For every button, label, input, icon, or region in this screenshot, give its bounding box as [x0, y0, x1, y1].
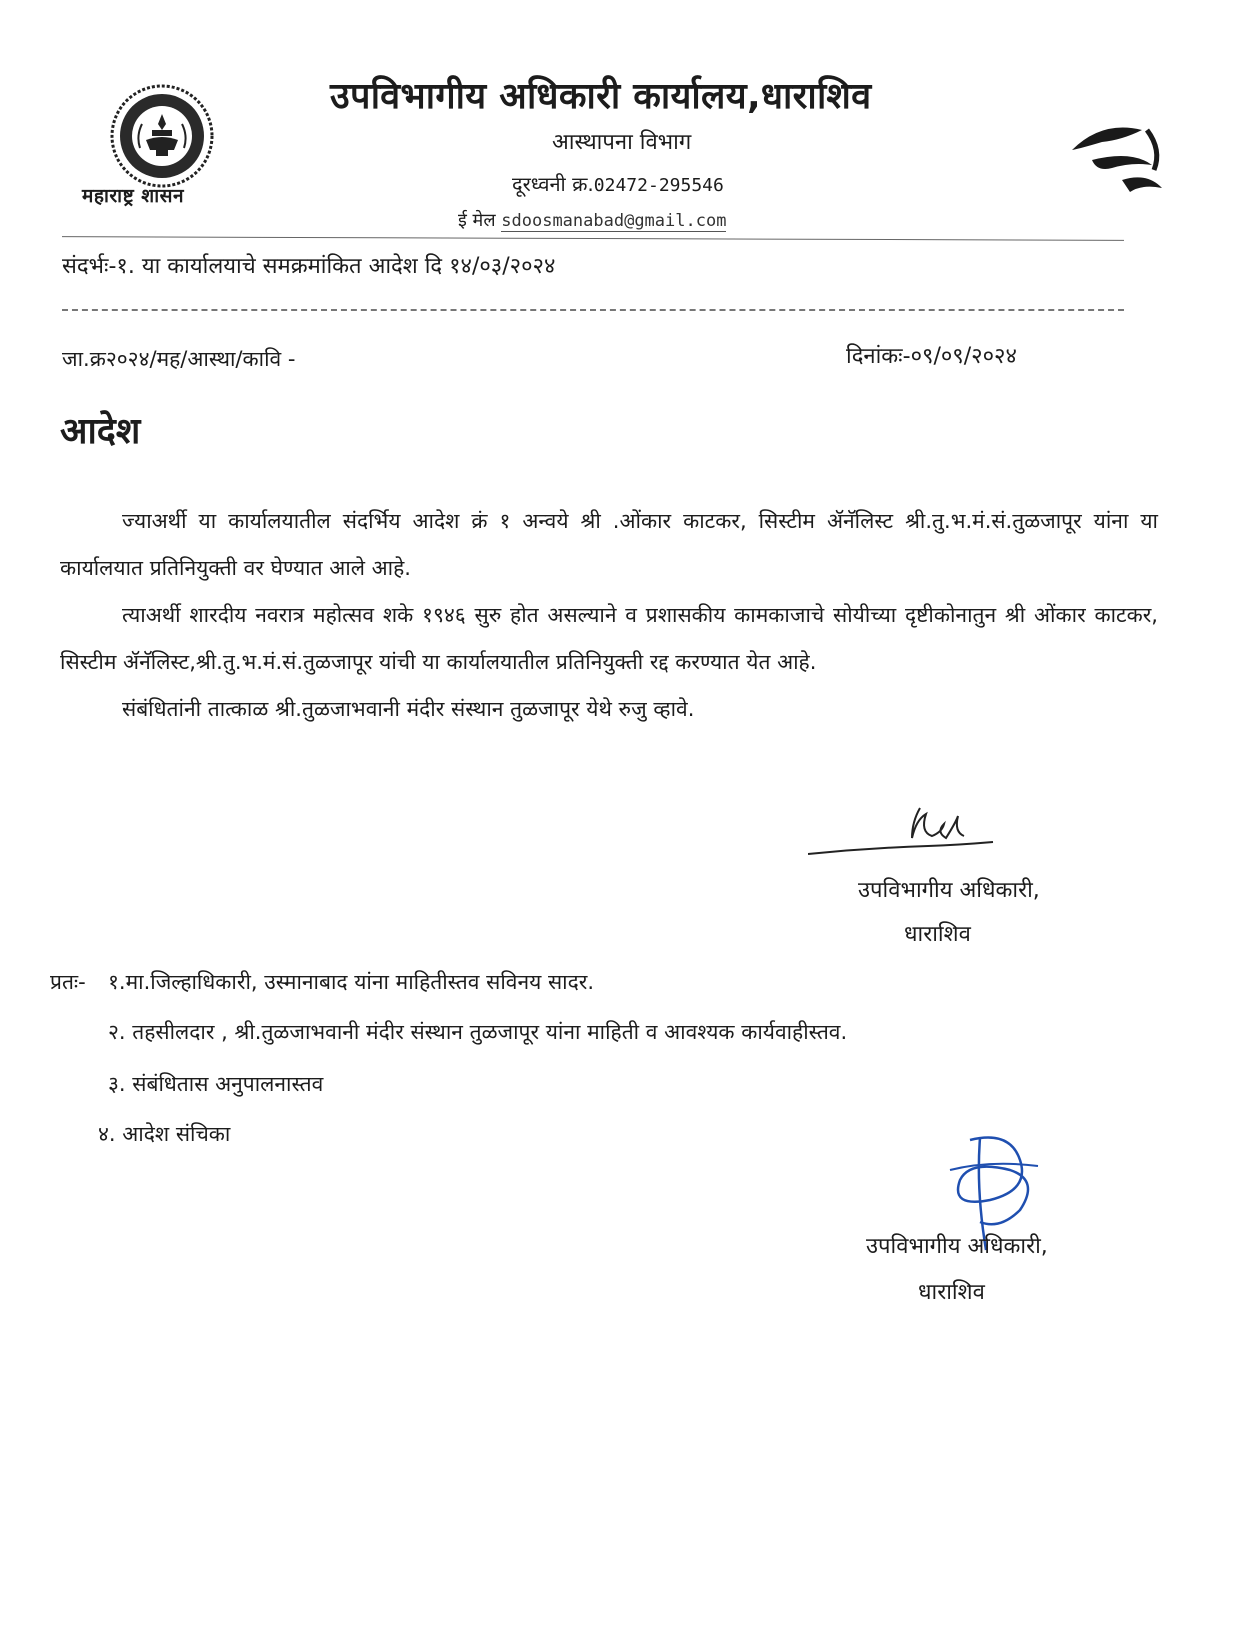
- copy-item: २. तहसीलदार , श्री.तुळजाभवानी मंदीर संस्थान तुळजापूर यांना माहिती व आवश्यक कार्यवाहीस्तव.: [108, 1020, 848, 1044]
- signature-1: [808, 802, 1008, 872]
- copy-item: १.मा.जिल्हाधिकारी, उस्मानाबाद यांना माहितीस्तव सविनय सादर.: [108, 970, 594, 994]
- maharashtra-emblem-icon: [100, 80, 224, 192]
- email-address[interactable]: sdoosmanabad@gmail.com: [501, 211, 727, 231]
- body-paragraph: संबंधितांनी तात्काळ श्री.तुळजाभवानी मंदीर संस्थान तुळजापूर येथे रुजु व्हावे.: [122, 697, 695, 721]
- copy-item: ३. संबंधितास अनुपालनास्तव: [108, 1072, 324, 1096]
- signatory-place: धाराशिव: [904, 922, 971, 947]
- order-heading: आदेश: [60, 411, 141, 452]
- body-paragraph: त्याअर्थी शारदीय नवरात्र महोत्सव शके १९४६ सुरु होत असल्याने व प्रशासकीय कामकाजाचे सोयीच्या दृष्टीकोनातुन श्री ओंकार काटकर, सिस्टीम ॲनॅलिस्ट,श्री.तु.भ.मं.सं.तुळजापूर यांची या कार्यालयातील प्रतिनियुक्ती रद्द करण्यात येत आहे.: [60, 603, 1158, 674]
- order-date: दिनांकः-०९/०९/२०२४: [846, 344, 1017, 369]
- order-body: [60, 498, 1158, 733]
- email-line: [458, 208, 726, 232]
- outward-number: जा.क्र२०२४/मह/आस्था/कावि -: [62, 347, 296, 371]
- phone-number: 02472-295546: [593, 175, 724, 196]
- reference-line: संदर्भः-१. या कार्यालयाचे समक्रमांकित आदेश दि १४/०३/२०२४: [62, 254, 556, 279]
- signatory-title: उपविभागीय अधिकारी,: [858, 878, 1040, 903]
- office-title: उपविभागीय अधिकारी कार्यालय,धाराशिव: [330, 76, 872, 117]
- emblem-caption: महाराष्ट्र शासन: [82, 185, 185, 207]
- department-name: आस्थापना विभाग: [552, 130, 692, 155]
- phone-line: [512, 170, 724, 197]
- copies-lead-text: प्रतः-: [50, 970, 86, 994]
- copy-item: ४. आदेश संचिका: [98, 1122, 231, 1146]
- temple-trust-logo-icon: [1062, 110, 1182, 210]
- header-divider: [62, 236, 1124, 241]
- reference-divider: [62, 309, 1124, 311]
- phone-label: दूरध्वनी क्र.: [512, 172, 594, 196]
- copies-label: [50, 968, 86, 996]
- signatory-place: धाराशिव: [918, 1280, 985, 1305]
- signatory-title: उपविभागीय अधिकारी,: [866, 1234, 1048, 1259]
- body-paragraph: ज्याअर्थी या कार्यालयातील संदर्भिय आदेश क्रं १ अन्वये श्री .ओंकार काटकर, सिस्टीम ॲनॅलिस्ट श्री.तु.भ.मं.सं.तुळजापूर यांना या कार्यालयात प्रतिनियुक्ती वर घेण्यात आले आहे.: [60, 509, 1158, 580]
- email-label: ई मेल: [458, 210, 496, 231]
